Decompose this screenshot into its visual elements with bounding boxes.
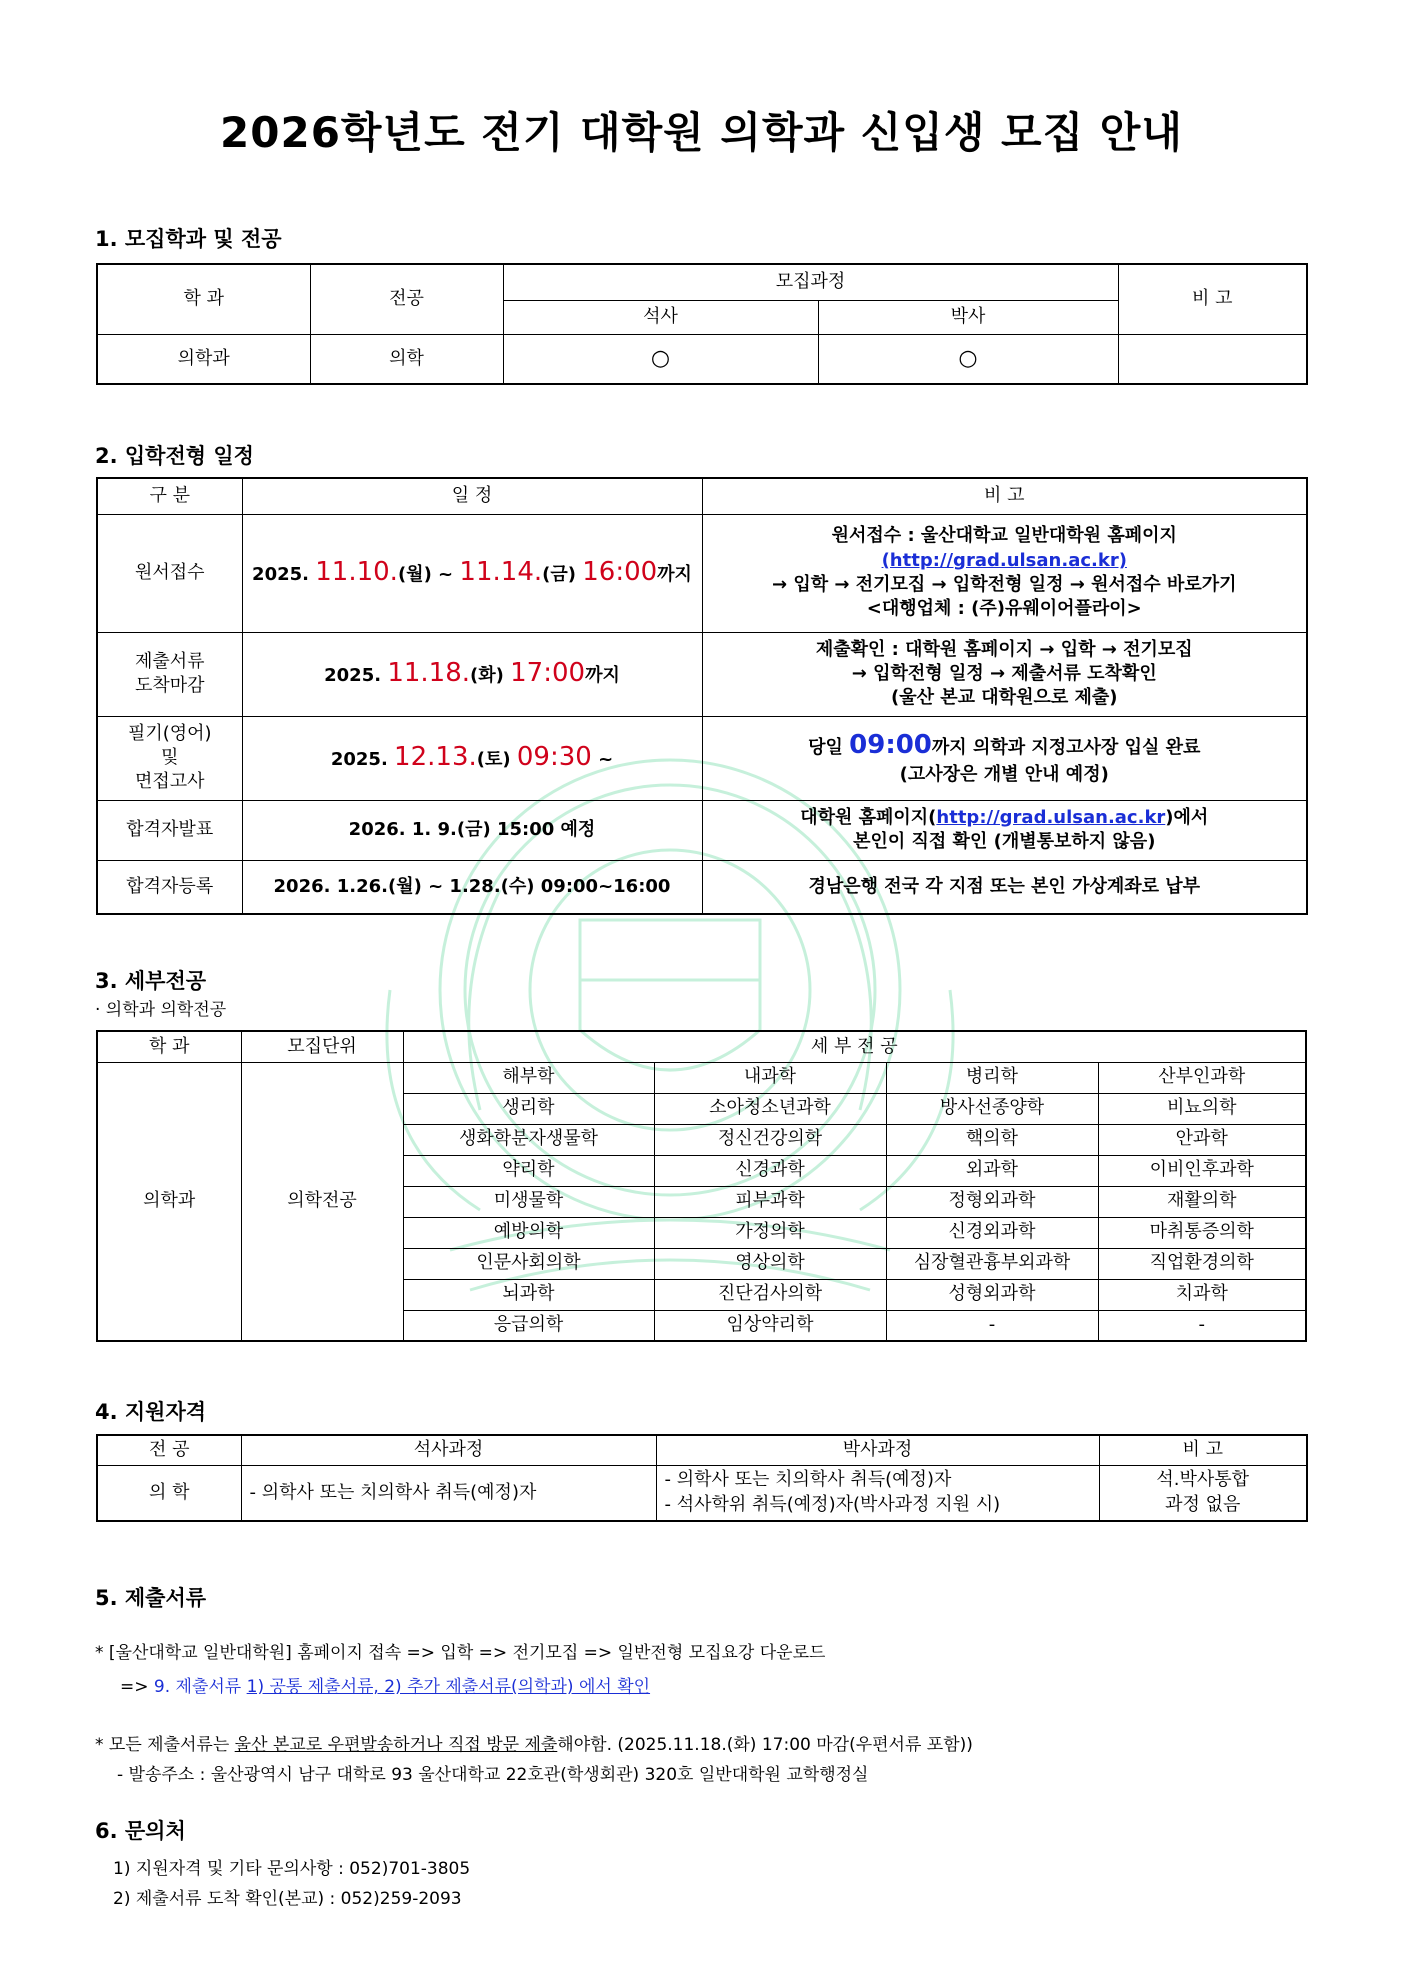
subspecialty-cell: 직업환경의학 — [1098, 1248, 1306, 1279]
section-4-heading: 4. 지원자격 — [95, 1400, 207, 1424]
cell-note: 석.박사통합 과정 없음 — [1099, 1465, 1307, 1521]
subspecialty-cell: 가정의학 — [654, 1217, 886, 1248]
cell-phd: ○ — [818, 334, 1118, 384]
subspecialty-cell: 방사선종양학 — [886, 1093, 1098, 1124]
note-documents: 제출확인 : 대학원 홈페이지 → 입학 → 전기모집 → 입학전형 일정 → 제출서류 도착확인 (울산 본교 대학원으로 제출) — [702, 632, 1307, 716]
cat-application: 원서접수 — [97, 514, 242, 632]
subspecialty-cell: 진단검사의학 — [654, 1279, 886, 1310]
subspecialty-cell: 이비인후과학 — [1098, 1155, 1306, 1186]
header-master: 석사 — [503, 300, 818, 334]
subspecialty-cell: 신경외과학 — [886, 1217, 1098, 1248]
cell-phd-req: - 의학사 또는 치의학사 취득(예정)자 - 석사학위 취득(예정)자(박사과정 지원 시) — [656, 1465, 1099, 1521]
cat-exam: 필기(영어) 및 면접고사 — [97, 716, 242, 800]
cell-major: 의학 — [310, 334, 503, 384]
header-unit: 모집단위 — [241, 1031, 403, 1062]
header-detail: 세 부 전 공 — [403, 1031, 1306, 1062]
section-3-sub: · 의학과 의학전공 — [95, 1000, 227, 1020]
subspecialty-cell: 병리학 — [886, 1062, 1098, 1093]
subspecialty-cell: 산부인과학 — [1098, 1062, 1306, 1093]
section-3-heading: 3. 세부전공 — [95, 969, 207, 993]
subspecialty-cell: - — [886, 1310, 1098, 1341]
subspecialty-cell: 뇌과학 — [403, 1279, 654, 1310]
docs-line-3: * 모든 제출서류는 울산 본교로 우편발송하거나 직접 방문 제출해야함. (2025.11.18.(화) 17:00 마감(우편서류 포함)) — [95, 1735, 973, 1755]
row-announcement — [97, 800, 1307, 860]
subspecialty-cell: - — [1098, 1310, 1306, 1341]
contact-line-1: 1) 지원자격 및 기타 문의사항 : 052)701-3805 — [113, 1859, 471, 1879]
subspecialty-cell: 정형외과학 — [886, 1186, 1098, 1217]
section-2-heading: 2. 입학전형 일정 — [95, 444, 254, 468]
sched-exam: 2025. 12.13.(토) 09:30 ~ — [242, 716, 702, 800]
subspecialty-cell: 내과학 — [654, 1062, 886, 1093]
section-1-heading: 1. 모집학과 및 전공 — [95, 227, 282, 251]
cell-dept: 의학과 — [97, 334, 310, 384]
subspecialty-cell: 해부학 — [403, 1062, 654, 1093]
header-note: 비 고 — [1099, 1435, 1307, 1465]
subspecialty-cell: 치과학 — [1098, 1279, 1306, 1310]
header-schedule: 일 정 — [242, 478, 702, 514]
docs-line-4: - 발송주소 : 울산광역시 남구 대학로 93 울산대학교 22호관(학생회관) 320호 일반대학원 교학행정실 — [117, 1765, 869, 1785]
cell-unit: 의학전공 — [241, 1062, 403, 1341]
subspecialty-cell: 생화학분자생물학 — [403, 1124, 654, 1155]
header-course: 모집과정 — [503, 264, 1118, 300]
header-dept: 학 과 — [97, 1031, 241, 1062]
row-registration — [97, 860, 1307, 914]
sched-registration: 2026. 1.26.(월) ~ 1.28.(수) 09:00~16:00 — [242, 860, 702, 914]
header-major: 전 공 — [97, 1435, 241, 1465]
note-exam: 당일 09:00까지 의학과 지정고사장 입실 완료 (고사장은 개별 안내 예정) — [702, 716, 1307, 800]
cat-documents: 제출서류 도착마감 — [97, 632, 242, 716]
section-6-heading: 6. 문의처 — [95, 1819, 186, 1843]
grad-site-link[interactable]: (http://grad.ulsan.ac.kr) — [881, 549, 1127, 571]
docs-line-1: * [울산대학교 일반대학원] 홈페이지 접속 => 입학 => 전기모집 => 일반전형 모집요강 다운로드 — [95, 1643, 826, 1663]
header-master: 석사과정 — [241, 1435, 656, 1465]
section-5-heading: 5. 제출서류 — [95, 1586, 207, 1610]
subspecialty-cell: 미생물학 — [403, 1186, 654, 1217]
header-note: 비 고 — [702, 478, 1307, 514]
schedule-table — [96, 477, 1308, 915]
cat-registration: 합격자등록 — [97, 860, 242, 914]
cat-announcement: 합격자발표 — [97, 800, 242, 860]
note-announcement: 대학원 홈페이지(http://grad.ulsan.ac.kr)에서 본인이 직접 확인 (개별통보하지 않음) — [702, 800, 1307, 860]
subspecialty-cell: 재활의학 — [1098, 1186, 1306, 1217]
header-major: 전공 — [310, 264, 503, 334]
subspecialty-cell: 마취통증의학 — [1098, 1217, 1306, 1248]
header-phd: 박사 — [818, 300, 1118, 334]
department-table — [96, 263, 1308, 385]
cell-master-req: - 의학사 또는 치의학사 취득(예정)자 — [241, 1465, 656, 1521]
subspecialty-cell: 비뇨의학 — [1098, 1093, 1306, 1124]
subspecialty-cell: 심장혈관흉부외과학 — [886, 1248, 1098, 1279]
row-application — [97, 514, 1307, 632]
subspecialty-cell: 예방의학 — [403, 1217, 654, 1248]
cell-master: ○ — [503, 334, 818, 384]
subspecialty-cell: 약리학 — [403, 1155, 654, 1186]
header-dept: 학 과 — [97, 264, 310, 334]
subspecialty-cell: 신경과학 — [654, 1155, 886, 1186]
subspecialty-cell: 생리학 — [403, 1093, 654, 1124]
sched-documents: 2025. 11.18.(화) 17:00까지 — [242, 632, 702, 716]
subspecialty-cell: 피부과학 — [654, 1186, 886, 1217]
subspecialty-cell: 인문사회의학 — [403, 1248, 654, 1279]
sched-announcement: 2026. 1. 9.(금) 15:00 예정 — [242, 800, 702, 860]
subspecialty-rows — [97, 1062, 1306, 1341]
sched-application: 2025. 11.10.(월) ~ 11.14.(금) 16:00까지 — [242, 514, 702, 632]
note-registration: 경남은행 전국 각 지점 또는 본인 가상계좌로 납부 — [702, 860, 1307, 914]
header-category: 구 분 — [97, 478, 242, 514]
subspecialty-cell: 소아청소년과학 — [654, 1093, 886, 1124]
grad-site-link-2[interactable]: http://grad.ulsan.ac.kr — [936, 806, 1166, 828]
cell-dept: 의학과 — [97, 1062, 241, 1341]
header-phd: 박사과정 — [656, 1435, 1099, 1465]
subspecialty-cell: 핵의학 — [886, 1124, 1098, 1155]
eligibility-table — [96, 1434, 1308, 1522]
cell-note — [1118, 334, 1307, 384]
subspecialty-cell: 안과학 — [1098, 1124, 1306, 1155]
row-documents — [97, 632, 1307, 716]
note-application: 원서접수 : 울산대학교 일반대학원 홈페이지 (http://grad.ulsan.ac.kr) → 입학 → 전기모집 → 입학전형 일정 → 원서접수 바로가기 <대행업체 : (주)유웨이어플라이> — [702, 514, 1307, 632]
subspecialty-cell: 응급의학 — [403, 1310, 654, 1341]
page-title: 2026학년도 전기 대학원 의학과 신입생 모집 안내 — [220, 108, 1183, 157]
contact-line-2: 2) 제출서류 도착 확인(본교) : 052)259-2093 — [113, 1889, 462, 1909]
docs-link[interactable]: 1) 공통 제출서류, 2) 추가 제출서류(의학과) 에서 확인 — [246, 1677, 651, 1697]
docs-line-2: => 9. 제출서류 1) 공통 제출서류, 2) 추가 제출서류(의학과) 에서 확인 — [120, 1677, 651, 1697]
subspecialty-table — [96, 1030, 1307, 1342]
row-exam — [97, 716, 1307, 800]
subspecialty-cell: 영상의학 — [654, 1248, 886, 1279]
header-note: 비 고 — [1118, 264, 1307, 334]
subspecialty-cell: 성형외과학 — [886, 1279, 1098, 1310]
subspecialty-cell: 외과학 — [886, 1155, 1098, 1186]
subspecialty-cell: 임상약리학 — [654, 1310, 886, 1341]
cell-major: 의 학 — [97, 1465, 241, 1521]
table-row — [97, 1062, 1306, 1093]
subspecialty-cell: 정신건강의학 — [654, 1124, 886, 1155]
